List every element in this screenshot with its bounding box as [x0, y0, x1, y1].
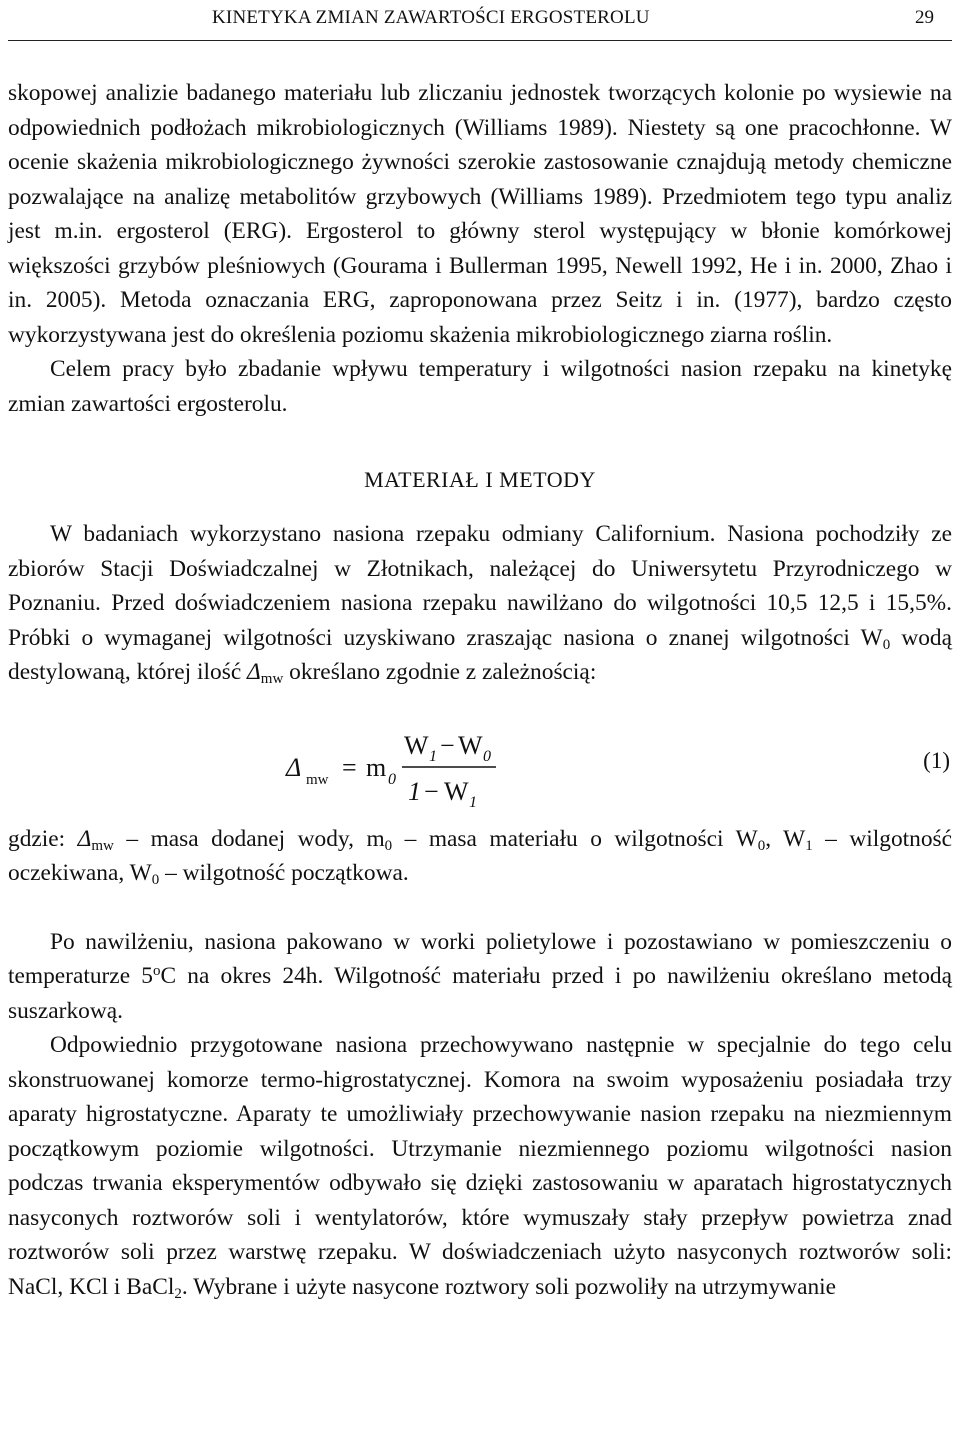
where-t1-sub: 0	[384, 837, 393, 854]
eq-num-w0: W	[458, 730, 483, 760]
where-t4-sub: 0	[151, 872, 160, 888]
storage-paragraph-1	[8, 925, 952, 1029]
where-t3: , W	[765, 825, 806, 852]
page-number: 29	[915, 7, 934, 28]
eq-num-minus: −	[440, 730, 455, 760]
where-t5: – wilgotność początkowa.	[159, 860, 409, 886]
eq-den-minus: −	[424, 776, 439, 806]
eq-num-w1: W	[404, 730, 429, 760]
spacer	[8, 891, 952, 925]
eq-delta-sub: mw	[306, 771, 329, 788]
running-header	[8, 0, 952, 41]
eq-num-w1-sub: 1	[429, 747, 437, 765]
methods-text-c: określano zgodnie z zależnością:	[283, 659, 597, 685]
storage-p2-b: . Wybrane i użyte nasycone roztwory soli pozwoliły na utrzymywanie	[181, 1273, 837, 1300]
where-t2-sub: 0	[757, 837, 766, 854]
article-body	[8, 76, 952, 1304]
running-title: KINETYKA ZMIAN ZAWARTOŚCI ERGOSTEROLU	[212, 7, 650, 28]
methods-text-b: wodą destylowaną, której ilość	[8, 624, 952, 685]
eq-den-one: 1	[408, 776, 421, 806]
methods-sub-0: 0	[882, 636, 891, 653]
storage-paragraph-2	[8, 1028, 952, 1304]
methods-text-a: W badaniach wykorzystano nasiona rzepaku odmiany Californium. Nasiona pochodziły ze zbiorów Stacji Doświadczalnej w Złotnikach, należącej do Uniwersytetu Przyrodniczego w Poznaniu. Przed doświadczeniem nasiona rzepaku nawilżano do wilgotności 10,5 12,5 i 15,5%. Próbki o wymaganej wilgotności uzyskiwano zraszając nasiona o znanej wilgotności W	[8, 521, 952, 651]
methods-paragraph-1	[8, 517, 952, 690]
eq-delta: Δ	[286, 752, 302, 782]
eq-num-w0-sub: 0	[483, 747, 491, 765]
equation-1	[8, 714, 952, 814]
where-paragraph	[8, 822, 952, 891]
intro-paragraph-1: skopowej analizie badanego materiału lub zliczaniu jednostek tworzących kolonie po wysiewie na odpowiednich podłożach mikrobiologicznych (Williams 1989). Niestety są one pracochłonne. W ocenie skażenia mikrobiologicznego żywności szerokie zastosowanie cznajdują metody chemiczne pozwalające na analizę metabolitów grzybowych (Williams 1989). Przedmiotem tego typu analiz jest m.in. ergosterol (ERG). Ergosterol to główny sterol występujący w błonie komórkowej większości grzybów pleśniowych (Gourama i Bullerman 1995, Newell 1992, He i in. 2000, Zhao i in. 2005). Metoda oznaczania ERG, zaproponowana przez Seitz i in. (1977), bardzo często wykorzystywana jest do określenia poziomu skażenia mikrobiologicznego ziarna roślin.	[8, 80, 952, 348]
eq-m: m	[366, 752, 387, 782]
storage-p2-a: Odpowiednio przygotowane nasiona przechowywano następnie w specjalnie do tego celu skonstruowanej komorze termo-higrostatycznej. Komora na swoim wyposażeniu posiadała trzy aparaty higrostatyczne. Aparaty te umożliwiały przechowywanie nasion rzepaku na niezmiennym początkowym poziomie wilgotności. Utrzymanie niezmiennego poziomu wilgotności nasion podczas trwania eksperymentów odbywało się dzięki zastosowaniu w aparatach higrostatycznych nasyconych roztworów soli i wentylatorów, które wymuszały stały przepływ powietrza znad roztworów soli przez warstwę rzepaku. W doświadczeniach użyto nasyconych roztworów soli: NaCl, KCl i BaCl	[8, 1032, 952, 1300]
where-t4: – wilgotność oczekiwana, W	[8, 825, 953, 886]
section-heading: MATERIAŁ I METODY	[364, 467, 596, 492]
equation-number: (1)	[923, 747, 950, 773]
methods-delta-symbol: Δ	[247, 659, 261, 685]
eq-den-w-sub: 1	[469, 793, 477, 811]
methods-delta-sub: mw	[260, 671, 284, 687]
equation-svg	[278, 714, 568, 814]
where-t1: – masa dodanej wody, m	[113, 825, 385, 852]
where-t3-sub: 1	[805, 837, 813, 854]
where-t2: – masa materiału o wilgotności W	[392, 825, 758, 852]
eq-equals: =	[342, 752, 357, 782]
where-delta: Δ	[77, 825, 92, 852]
eq-den-w: W	[444, 776, 469, 806]
intro-paragraph-2: Celem pracy było zbadanie wpływu temperatury i wilgotności nasion rzepaku na kinetykę zmian zawartości ergosterolu.	[8, 356, 952, 417]
where-lead: gdzie:	[8, 825, 78, 852]
where-delta-sub: mw	[91, 837, 114, 854]
eq-m-sub: 0	[388, 770, 396, 788]
storage-p2-sub: 2	[174, 1285, 182, 1302]
storage-p1-b: C na okres 24h. Wilgotność materiału przed i po nawilżeniu określano metodą suszarkową.	[8, 963, 952, 1024]
storage-p1-a: Po nawilżeniu, nasiona pakowano w worki polietylowe i pozostawiano w pomieszczeniu o temperaturze 5	[8, 928, 952, 989]
storage-p1-degree: o	[152, 963, 161, 979]
